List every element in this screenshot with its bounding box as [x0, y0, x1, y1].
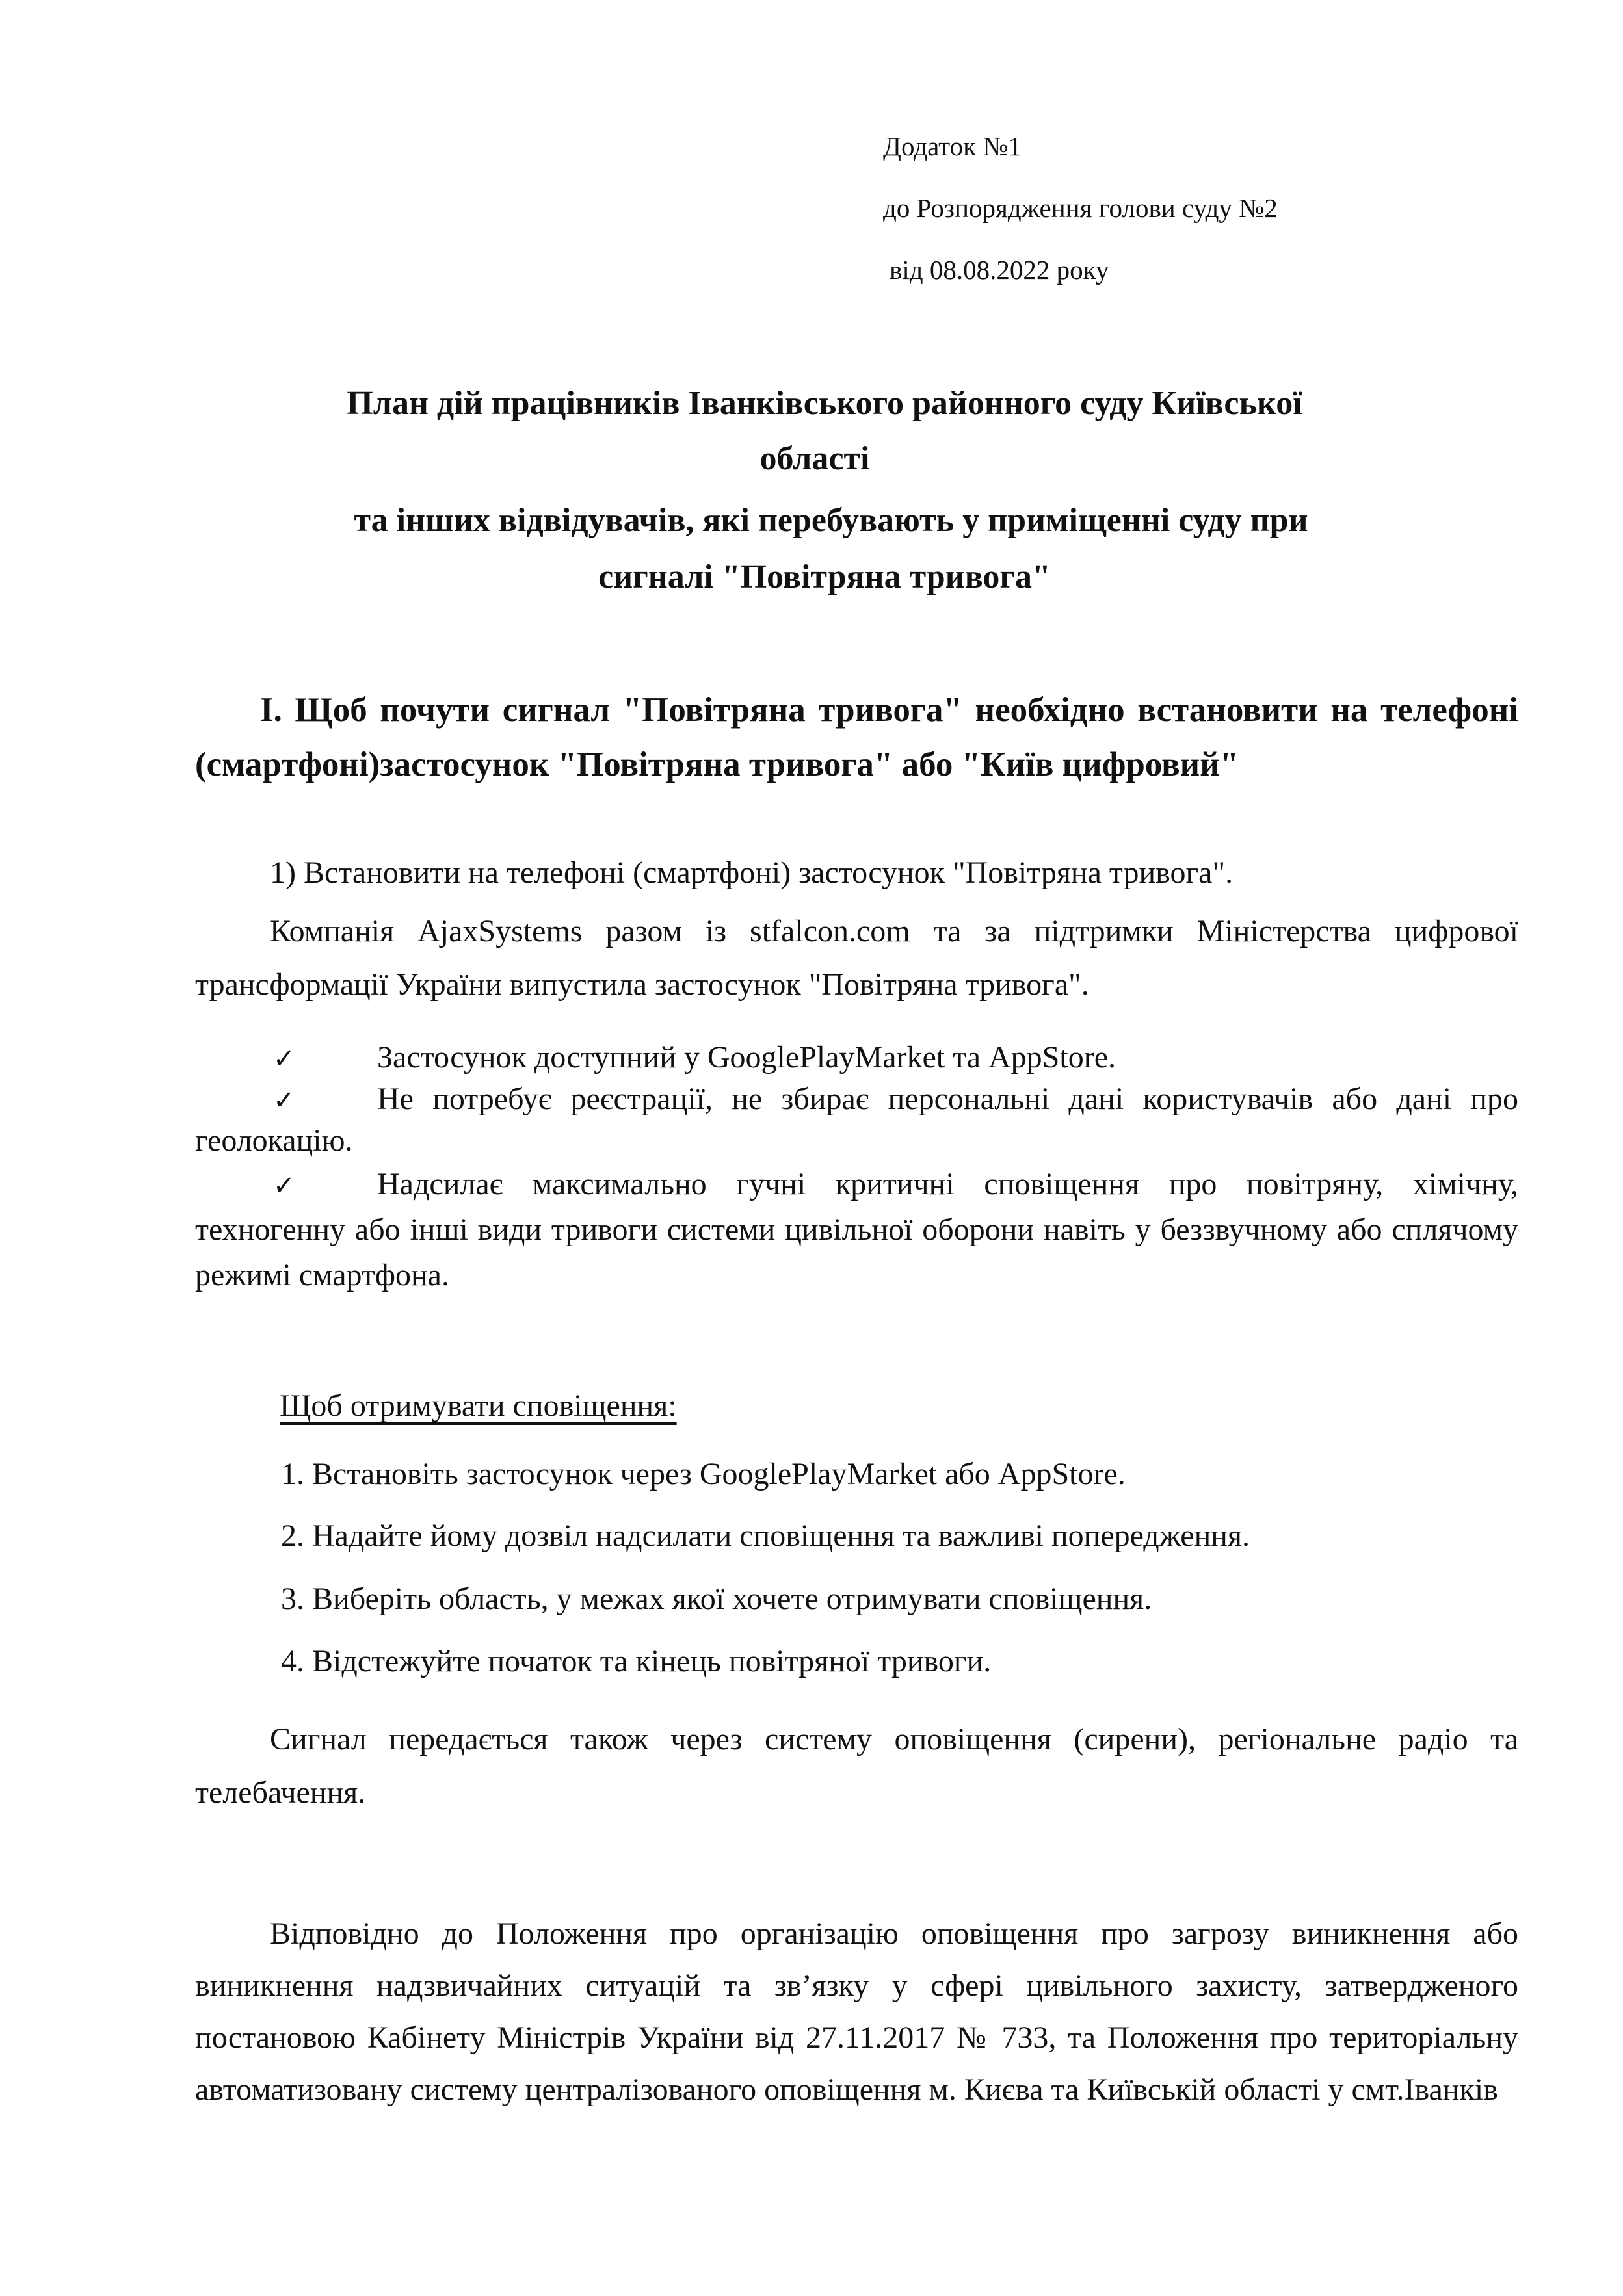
feature-item [195, 1037, 1518, 1078]
feature-checklist [195, 1037, 1518, 1298]
document-title-line-2: області [759, 440, 870, 477]
company-paragraph: Компанія AjaxSystems разом із stfalcon.com та за підтримки Міністерства цифрової трансформації України випустила застосунок "Повітряна тривога". [195, 914, 1518, 1002]
section-1-heading: І. Щоб почути сигнал "Повітряна тривога" необхідно встановити на телефоні (смартфоні)застосунок "Повітряна тривога" або "Київ цифровий" [195, 691, 1518, 783]
checkmark-icon: ✓ [273, 1086, 295, 1115]
order-reference: до Розпорядження голови суду №2 [883, 193, 1278, 223]
feature-text: Надсилає максимально гучні критичні сповіщення про повітряну, хімічну, техногенну або інші види тривоги системи цивільної оборони навіть у беззвучному або сплячому режимі смартфона. [195, 1167, 1518, 1292]
install-instruction: 1) Встановити на телефоні (смартфоні) застосунок "Повітряна тривога". [270, 855, 1234, 890]
document-title-line-3: та інших відвідувачів, які перебувають у приміщенні суду при [354, 502, 1308, 539]
checkmark-icon: ✓ [273, 1171, 295, 1201]
feature-item [195, 1162, 1518, 1298]
document-title-line-1: План дій працівників Іванківського районного суду Київської [347, 385, 1302, 422]
step-item: 3. Виберіть область, у межах якої хочете отримувати сповіщення. [281, 1582, 1152, 1616]
step-item: 1. Встановіть застосунок через GooglePlayMarket або AppStore. [281, 1457, 1126, 1491]
signal-note: Сигнал передається також через систему оповіщення (сирени), регіональне радіо та телебачення. [195, 1722, 1518, 1810]
feature-item [195, 1078, 1518, 1162]
appendix-number: Додаток №1 [883, 131, 1022, 161]
feature-text: Не потребує реєстрації, не збирає персональні дані користувачів або дані про геолокацію. [195, 1082, 1518, 1158]
notifications-heading: Щоб отримувати сповіщення: [280, 1389, 677, 1423]
legal-basis-paragraph: Відповідно до Положення про організацію оповіщення про загрозу виникнення або виникнення надзвичайних ситуацій та зв’язку у сфері цивільного захисту, затвердженого постановою Кабінету Міністрів України від 27.11.2017 № 733, та Положення про територіальну автоматизовану систему централізованого оповіщення м. Києва та Київській області у смт.Іванків [195, 1916, 1518, 2107]
feature-text: Застосунок доступний у GooglePlayMarket та AppStore. [377, 1040, 1116, 1075]
step-item: 2. Надайте йому дозвіл надсилати сповіщення та важливі попередження. [281, 1519, 1250, 1553]
order-date: від 08.08.2022 року [890, 255, 1109, 285]
step-item: 4. Відстежуйте початок та кінець повітряної тривоги. [281, 1644, 992, 1678]
checkmark-icon: ✓ [273, 1044, 295, 1074]
document-title-line-4: сигналі "Повітряна тривога" [598, 558, 1051, 595]
